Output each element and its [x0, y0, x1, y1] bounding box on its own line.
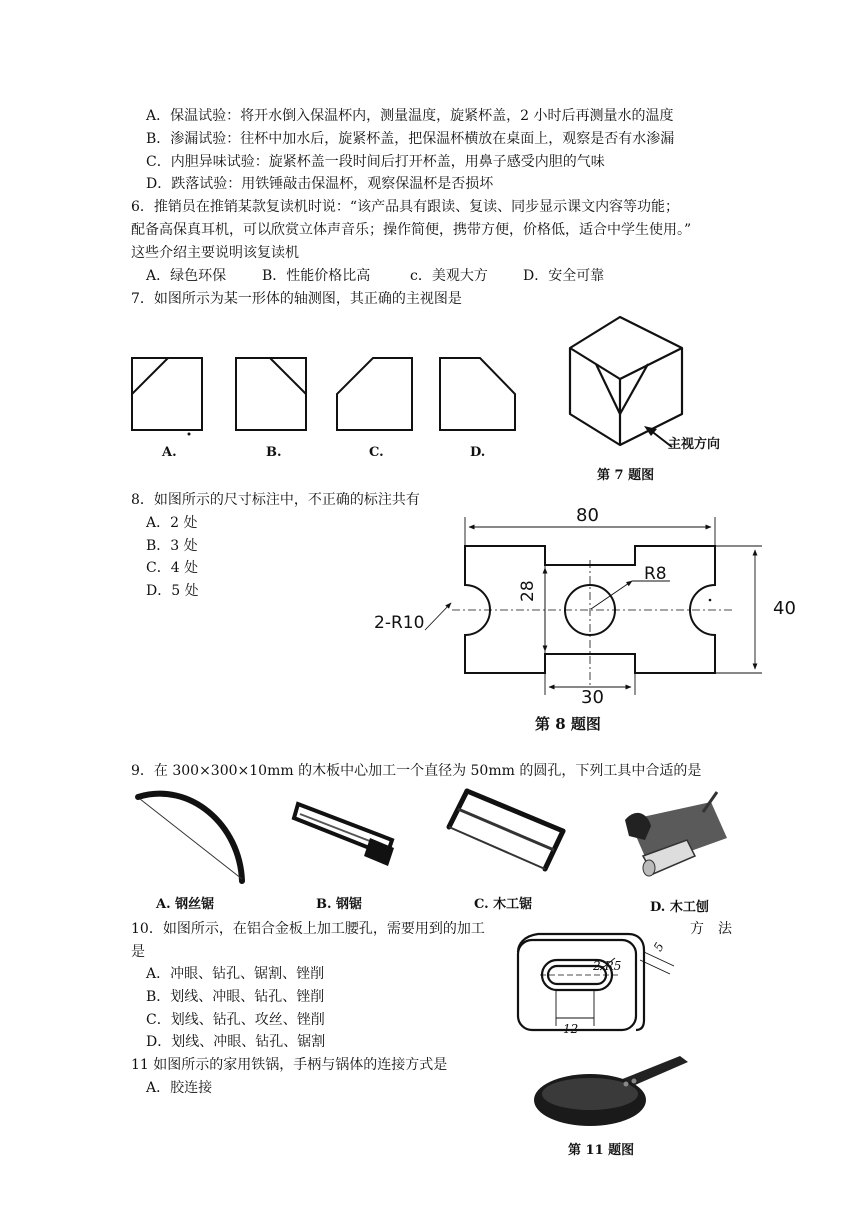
q7-label-b: B. — [266, 445, 282, 460]
q9-stem: 9．在 300×300×10mm 的木板中心加工一个直径为 50mm 的圆孔，下列工具中合适的是 — [131, 763, 702, 779]
q10-option-d: D．划线、冲眼、钻孔、锯割 — [146, 1034, 326, 1050]
q6-option-a: A．绿色环保 — [146, 268, 227, 284]
q7-view-direction-label: 主视方向 — [668, 437, 721, 452]
q8-option-d: D．5 处 — [146, 583, 199, 599]
q9-label-a: A. 钢丝锯 — [156, 897, 215, 912]
q8-option-a: A．2 处 — [146, 515, 198, 531]
q10-option-a: A．冲眼、钻孔、锯割、锉削 — [146, 966, 325, 982]
q6-option-d: D．安全可靠 — [523, 268, 605, 284]
q5-option-a: A．保温试验：将开水倒入保温杯内，测量温度，旋紧杯盖，2 小时后再测量水的温度 — [146, 108, 674, 124]
q9-label-c: C. 木工锯 — [474, 897, 533, 912]
q10-dim-2-r5: 2-R5 — [593, 959, 622, 973]
q8-stem: 8．如图所示的尺寸标注中，不正确的标注共有 — [131, 492, 420, 508]
bow-saw-image — [445, 785, 575, 875]
q8-option-c: C．4 处 — [146, 560, 199, 576]
q8-option-b: B．3 处 — [146, 538, 198, 554]
q8-dimension-drawing — [370, 505, 780, 710]
q8-dim-2-r10: 2-R10 — [374, 613, 425, 633]
q5-option-b: B．渗漏试验：往杯中加水后，旋紧杯盖，把保温杯横放在桌面上，观察是否有水渗漏 — [146, 131, 675, 147]
q10-stem-tail: 是 — [131, 944, 145, 960]
q8-dim-80: 80 — [576, 505, 599, 526]
q10-stem: 10．如图所示，在铝合金板上加工腰孔，需要用到的加工 — [131, 921, 485, 937]
q6-stem-line2: 配备高保真耳机，可以欣赏立体声音乐；操作简便，携带方便，价格低，适合中学生使用。” — [131, 222, 692, 238]
q7-label-d: D. — [470, 445, 486, 460]
q8-dim-40: 40 — [773, 598, 796, 619]
q8-dim-30: 30 — [581, 687, 604, 708]
q11-stem: 11 如图所示的家用铁锅，手柄与锅体的连接方式是 — [131, 1057, 448, 1073]
hacksaw-image — [292, 800, 402, 870]
q10-dim-5: 5 — [650, 940, 667, 954]
q7-label-c: C. — [369, 445, 384, 460]
q8-caption: 第 8 题图 — [535, 715, 601, 733]
q6-option-b: B．性能价格比高 — [262, 268, 371, 284]
frying-pan-image — [530, 1050, 695, 1135]
q8-dim-r8: R8 — [644, 564, 667, 584]
q10-option-c: C．划线、钻孔、攻丝、锉削 — [146, 1012, 325, 1028]
q10-dim-12: 12 — [563, 1022, 579, 1036]
q7-option-views — [125, 350, 525, 430]
q10-option-b: B．划线、冲眼、钻孔、锉削 — [146, 989, 325, 1005]
q10-stem-right: 方 法 — [690, 921, 732, 937]
q6-stem-line1: 6．推销员在推销某款复读机时说：“该产品具有跟读、复读、同步显示课文内容等功能； — [131, 199, 680, 215]
q7-label-a: A. — [162, 445, 177, 460]
q6-stem-line3: 这些介绍主要说明该复读机 — [131, 245, 299, 261]
q11-option-a: A．胶连接 — [146, 1080, 213, 1096]
q5-option-c: C．内胆异味试验：旋紧杯盖一段时间后打开杯盖，用鼻子感受内胆的气味 — [146, 154, 605, 170]
coping-saw-image — [130, 785, 260, 885]
q11-caption: 第 11 题图 — [568, 1143, 635, 1158]
q6-option-c: c．美观大方 — [410, 268, 488, 284]
q9-label-d: D. 木工刨 — [650, 900, 709, 915]
q9-label-b: B. 钢锯 — [316, 897, 363, 912]
wood-plane-image — [615, 790, 735, 885]
q7-caption: 第 7 题图 — [597, 468, 655, 483]
q7-stem: 7．如图所示为某一形体的轴测图，其正确的主视图是 — [131, 291, 462, 307]
q8-dim-28: 28 — [518, 580, 538, 602]
q5-option-d: D．跌落试验：用铁锤敲击保温杯，观察保温杯是否损坏 — [146, 176, 494, 192]
